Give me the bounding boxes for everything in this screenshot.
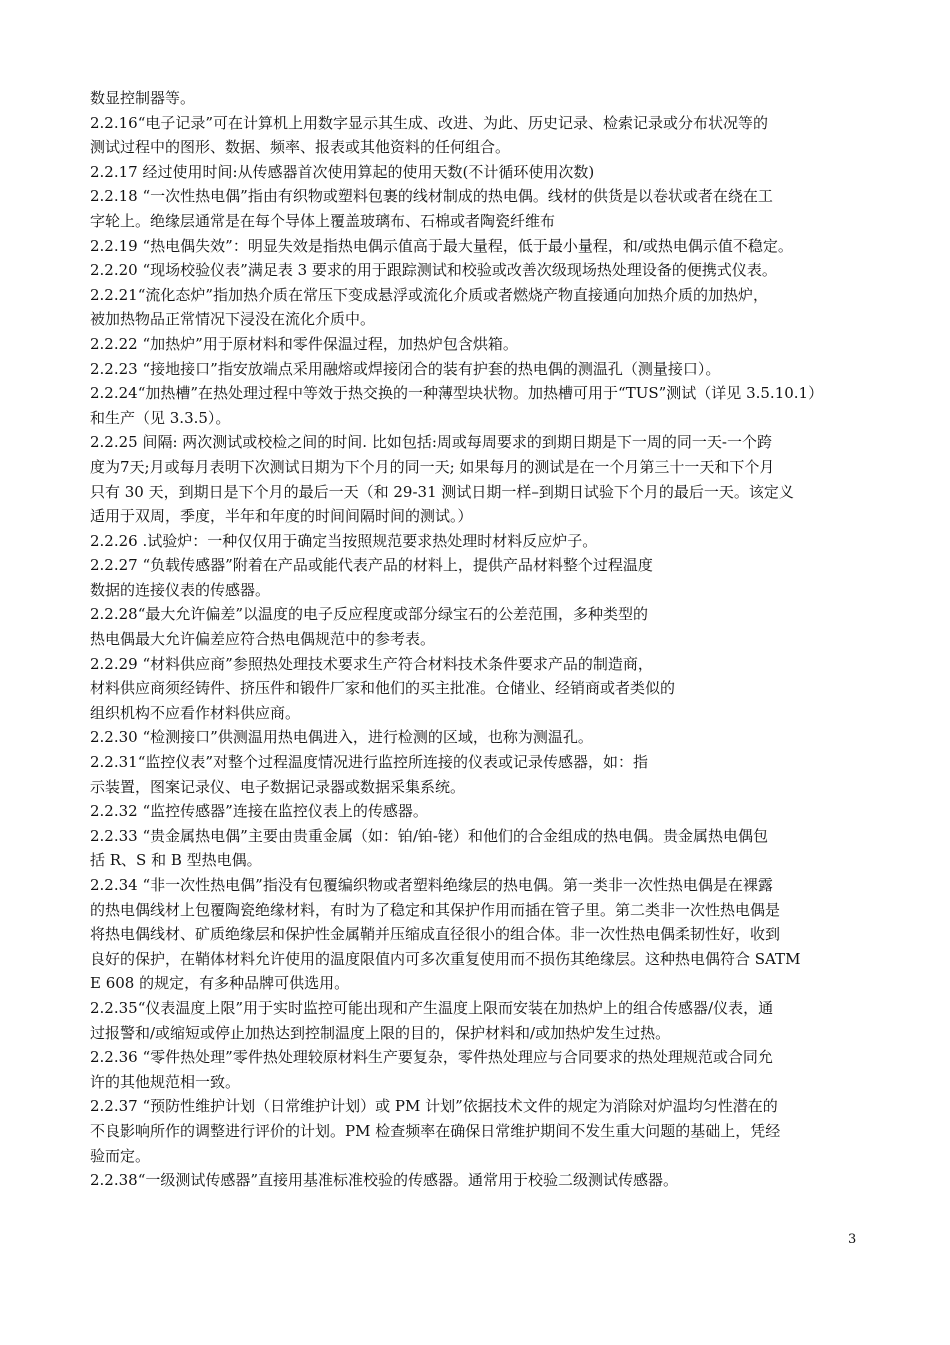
- text-line: 适用于双周，季度，半年和年度的时间间隔时间的测试。）: [90, 507, 473, 526]
- text-line: 2.2.26 .试验炉：一种仅仅用于确定当按照规范要求热处理时材料反应炉子。: [90, 531, 598, 550]
- text-line: 2.2.22 “加热炉”用于原材料和零件保温过程，加热炉包含烘箱。: [90, 334, 518, 353]
- text-line: 过报警和/或缩短或停止加热达到控制温度上限的目的，保护材料和/或加热炉发生过热。: [90, 1023, 671, 1042]
- text-line: 2.2.34 “非一次性热电偶”指没有包覆编织物或者塑料绝缘层的热电偶。第一类非一次性热电偶是在裸露: [90, 876, 773, 894]
- text-line: 2.2.19 “热电偶失效”：明显失效是指热电偶示值高于最大量程，低于最小量程，和/或热电偶示值不稳定。: [90, 236, 793, 255]
- text-line: 将热电偶线材、矿质绝缘层和保护性金属鞘并压缩成直径很小的组合体。非一次性热电偶柔韧性好，收到: [90, 925, 781, 944]
- text-line: 2.2.18 “一次性热电偶”指由有织物或塑料包裹的线材制成的热电偶。线材的供货是以卷状或者在绕在工: [90, 187, 773, 206]
- text-line: 2.2.35“仪表温度上限”用于实时监控可能出现和产生温度上限而安装在加热炉上的组合传感器/仪表，通: [90, 998, 774, 1017]
- text-line: 2.2.16“电子记录”可在计算机上用数字显示其生成、改进、为此、历史记录、检索记录或分布状况等的: [90, 113, 769, 132]
- text-line: 2.2.20 “现场校验仪表”满足表 3 要求的用于跟踪测试和校验或改善次级现场热处理设备的便携式仪表。: [90, 261, 777, 280]
- text-line: 2.2.37 “预防性维护计划（日常维护计划）或 PM 计划”依据技术文件的规定为消除对炉温均匀性潜在的: [90, 1097, 778, 1116]
- text-line: 2.2.38“一级测试传感器”直接用基准标准校验的传感器。通常用于校验二级测试传感器。: [90, 1171, 679, 1190]
- text-line: 被加热物品正常情况下浸没在流化介质中。: [90, 310, 376, 329]
- text-line: 2.2.23 “接地接口”指安放端点采用融熔或焊接闭合的装有护套的热电偶的测温孔（测量接口）。: [90, 359, 721, 378]
- text-line: 字轮上。绝缘层通常是在每个导体上覆盖玻璃布、石棉或者陶瓷纤维布: [90, 211, 556, 230]
- text-line: 2.2.30 “检测接口”供测温用热电偶进入，进行检测的区域，也称为测温孔。: [90, 728, 593, 747]
- text-line: 和生产（见 3.3.5）。: [90, 408, 231, 427]
- text-line: 只有 30 天，到期日是下个月的最后一天（和 29-31 测试日期一样–到期日试验下个月的最后一天。该定义: [90, 482, 794, 501]
- text-line: 2.2.32 “监控传感器”连接在监控仪表上的传感器。: [90, 802, 428, 821]
- text-line: 示装置，图案记录仪、电子数据记录器或数据采集系统。: [90, 777, 466, 796]
- text-line: 2.2.24“加热槽”在热处理过程中等效于热交换的一种薄型块状物。加热槽可用于“TUS”测试（详见 3.5.10.1）: [90, 384, 824, 403]
- document-body: [90, 86, 862, 1193]
- text-line: 2.2.17 经过使用时间:从传感器首次使用算起的使用天数(不计循环使用次数): [90, 162, 595, 181]
- text-line: 2.2.21“流化态炉”指加热介质在常压下变成悬浮或流化介质或者燃烧产物直接通向加热介质的加热炉，: [90, 285, 769, 304]
- page-number: 3: [848, 1232, 857, 1247]
- text-line: 热电偶最大允许偏差应符合热电偶规范中的参考表。: [90, 630, 436, 649]
- text-line: 验而定。: [90, 1146, 151, 1165]
- text-line: 2.2.36 “零件热处理”零件热处理较原材料生产要复杂，零件热处理应与合同要求的热处理规范或合同允: [90, 1048, 773, 1067]
- text-line: 度为7天;月或每月表明下次测试日期为下个月的同一天; 如果每月的测试是在一个月第三十一天和下个月: [90, 457, 775, 476]
- text-line: 组织机构不应看作材料供应商。: [90, 703, 301, 722]
- text-line: 良好的保护，在鞘体材料允许使用的温度限值内可多次重复使用而不损伤其绝缘层。这种热电偶符合 SATM: [90, 949, 801, 968]
- text-line: 2.2.25 间隔: 两次测试或校检之间的时间. 比如包括:周或每周要求的到期日期是下一周的同一天-一个跨: [90, 433, 772, 452]
- text-line: 2.2.27 “负载传感器”附着在产品或能代表产品的材料上，提供产品材料整个过程温度: [90, 556, 653, 575]
- text-line: 2.2.28“最大允许偏差”以温度的电子反应程度或部分绿宝石的公差范围，多种类型的: [90, 605, 649, 624]
- text-line: 的热电偶线材上包覆陶瓷绝缘材料，有时为了稳定和其保护作用而插在管子里。第二类非一次性热电偶是: [90, 900, 781, 919]
- text-line: 材料供应商须经铸件、挤压件和锻件厂家和他们的买主批准。仓储业、经销商或者类似的: [90, 679, 676, 698]
- text-line: 2.2.29 “材料供应商”参照热处理技术要求生产符合材料技术条件要求产品的制造商，: [90, 654, 653, 673]
- text-line: 数据的连接仪表的传感器。: [90, 580, 271, 599]
- text-line: 括 R、S 和 B 型热电偶。: [90, 851, 262, 870]
- text-line: E 608 的规定，有多种品牌可供选用。: [90, 974, 350, 993]
- text-line: 数显控制器等。: [90, 89, 196, 107]
- text-line: 许的其他规范相一致。: [90, 1072, 241, 1091]
- text-line: 2.2.33 “贵金属热电偶”主要由贵重金属（如：铂/铂-铑）和他们的合金组成的热电偶。贵金属热电偶包: [90, 826, 768, 845]
- text-line: 2.2.31“监控仪表”对整个过程温度情况进行监控所连接的仪表或记录传感器，如：指: [90, 753, 649, 772]
- text-line: 测试过程中的图形、数据、频率、报表或其他资料的任何组合。: [90, 138, 511, 157]
- text-line: 不良影响所作的调整进行评价的计划。PM 检查频率在确保日常维护期间不发生重大问题的基础上，凭经: [90, 1121, 781, 1140]
